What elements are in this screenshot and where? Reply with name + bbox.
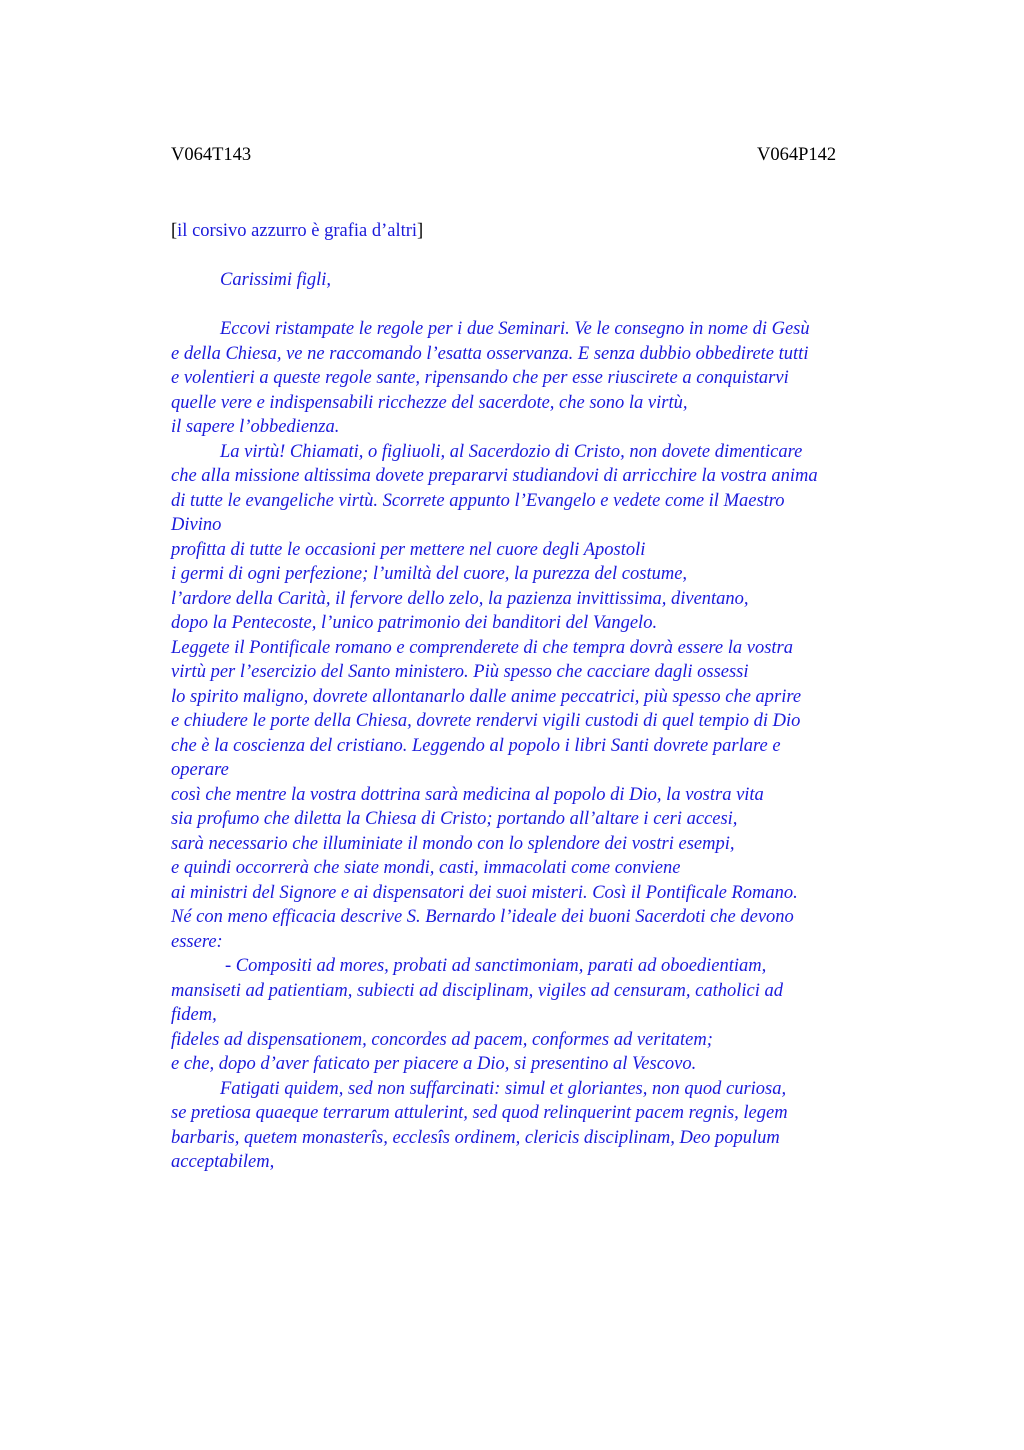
- letter-body: [171, 268, 911, 1175]
- letter-line: e della Chiesa, ve ne raccomando l’esatta osservanza. E senza dubbio obbedirete tutti: [171, 343, 809, 364]
- letter-line: così che mentre la vostra dottrina sarà medicina al popolo di Dio, la vostra vita: [171, 784, 764, 805]
- letter-line: sia profumo che diletta la Chiesa di Cristo; portando all’altare i ceri accesi,: [171, 809, 738, 829]
- letter-line: profitta di tutte le occasioni per mettere nel cuore degli Apostoli: [171, 539, 646, 560]
- letter-line: sarà necessario che illuminiate il mondo con lo splendore dei vostri esempi,: [171, 833, 735, 854]
- latin-quote-line: barbaris, quetem monasterîs, ecclesîs ordinem, clericis disciplinam, Deo populum: [171, 1127, 780, 1148]
- letter-line: Leggete il Pontificale romano e comprenderete di che tempra dovrà essere la vostra: [171, 637, 793, 658]
- latin-quote-line: - Compositi ad mores, probati ad sanctimoniam, parati ad oboedientiam,: [225, 956, 767, 976]
- letter-line: essere:: [171, 931, 223, 952]
- letter-line: dopo la Pentecoste, l’unico patrimonio dei banditori del Vangelo.: [171, 613, 658, 633]
- letter-salutation: Carissimi figli,: [220, 270, 332, 290]
- letter-line: Né con meno efficacia descrive S. Bernardo l’ideale dei buoni Sacerdoti che devono: [171, 907, 794, 927]
- letter-line: quelle vere e indispensabili ricchezze del sacerdote, che sono la virtù,: [171, 392, 688, 413]
- latin-quote-line: fideles ad dispensationem, concordes ad pacem, conformes ad veritatem;: [171, 1029, 713, 1050]
- letter-line: virtù per l’esercizio del Santo ministero. Più spesso che cacciare dagli ossessi: [171, 662, 749, 682]
- letter-line: e chiudere le porte della Chiesa, dovrete rendervi vigili custodi di quel tempio di Dio: [171, 711, 801, 731]
- letter-line: il sapere l’obbedienza.: [171, 417, 340, 437]
- latin-quote-line: fidem,: [171, 1005, 217, 1025]
- latin-quote-line: mansiseti ad patientiam, subiecti ad disciplinam, vigiles ad censuram, catholici ad: [171, 980, 783, 1001]
- letter-line: ai ministri del Signore e ai dispensatori dei suoi misteri. Così il Pontificale Romano.: [171, 882, 798, 903]
- letter-line: che alla missione altissima dovete prepararvi studiandovi di arricchire la vostra anima: [171, 466, 818, 486]
- editorial-note: [171, 219, 911, 244]
- letter-line: e volentieri a queste regole sante, ripensando che per esse riuscirete a conquistarvi: [171, 368, 789, 388]
- note-text: il corsivo azzurro è grafia d’altri: [177, 221, 418, 241]
- left-reference-code: V064T143: [171, 145, 252, 165]
- letter-line: e che, dopo d’aver faticato per piacere a Dio, si presentino al Vescovo.: [171, 1054, 697, 1074]
- note-open-bracket: [: [171, 221, 178, 241]
- letter-line: Eccovi ristampate le regole per i due Seminari. Ve le consegno in nome di Gesù: [220, 319, 810, 339]
- letter-line: l’ardore della Carità, il fervore dello zelo, la pazienza invittissima, diventano,: [171, 588, 749, 609]
- latin-quote-line: se pretiosa quaeque terrarum attulerint, sed quod relinquerint pacem regnis, legem: [171, 1103, 788, 1123]
- document-page: [171, 145, 911, 1175]
- letter-line: Divino: [171, 515, 222, 535]
- letter-line: che è la coscienza del cristiano. Leggendo al popolo i libri Santi dovrete parlare e: [171, 735, 781, 756]
- letter-line: di tutte le evangeliche virtù. Scorrete appunto l’Evangelo e vedete come il Maestro: [171, 490, 785, 511]
- letter-line: e quindi occorrerà che siate mondi, casti, immacolati come conviene: [171, 858, 681, 878]
- letter-line: lo spirito maligno, dovrete allontanarlo dalle anime peccatrici, più spesso che aprire: [171, 686, 802, 707]
- document-header: [171, 145, 911, 171]
- latin-quote-line: acceptabilem,: [171, 1152, 275, 1172]
- letter-line: i germi di ogni perfezione; l’umiltà del cuore, la purezza del costume,: [171, 564, 688, 584]
- right-reference-code: V064P142: [757, 145, 837, 165]
- letter-line: operare: [171, 760, 229, 780]
- letter-line: La virtù! Chiamati, o figliuoli, al Sacerdozio di Cristo, non dovete dimenticare: [220, 441, 803, 462]
- paragraph-spacer: [171, 293, 911, 318]
- note-close-bracket: ]: [417, 221, 424, 241]
- latin-quote-line: Fatigati quidem, sed non suffarcinati: simul et gloriantes, non quod curiosa,: [220, 1078, 787, 1099]
